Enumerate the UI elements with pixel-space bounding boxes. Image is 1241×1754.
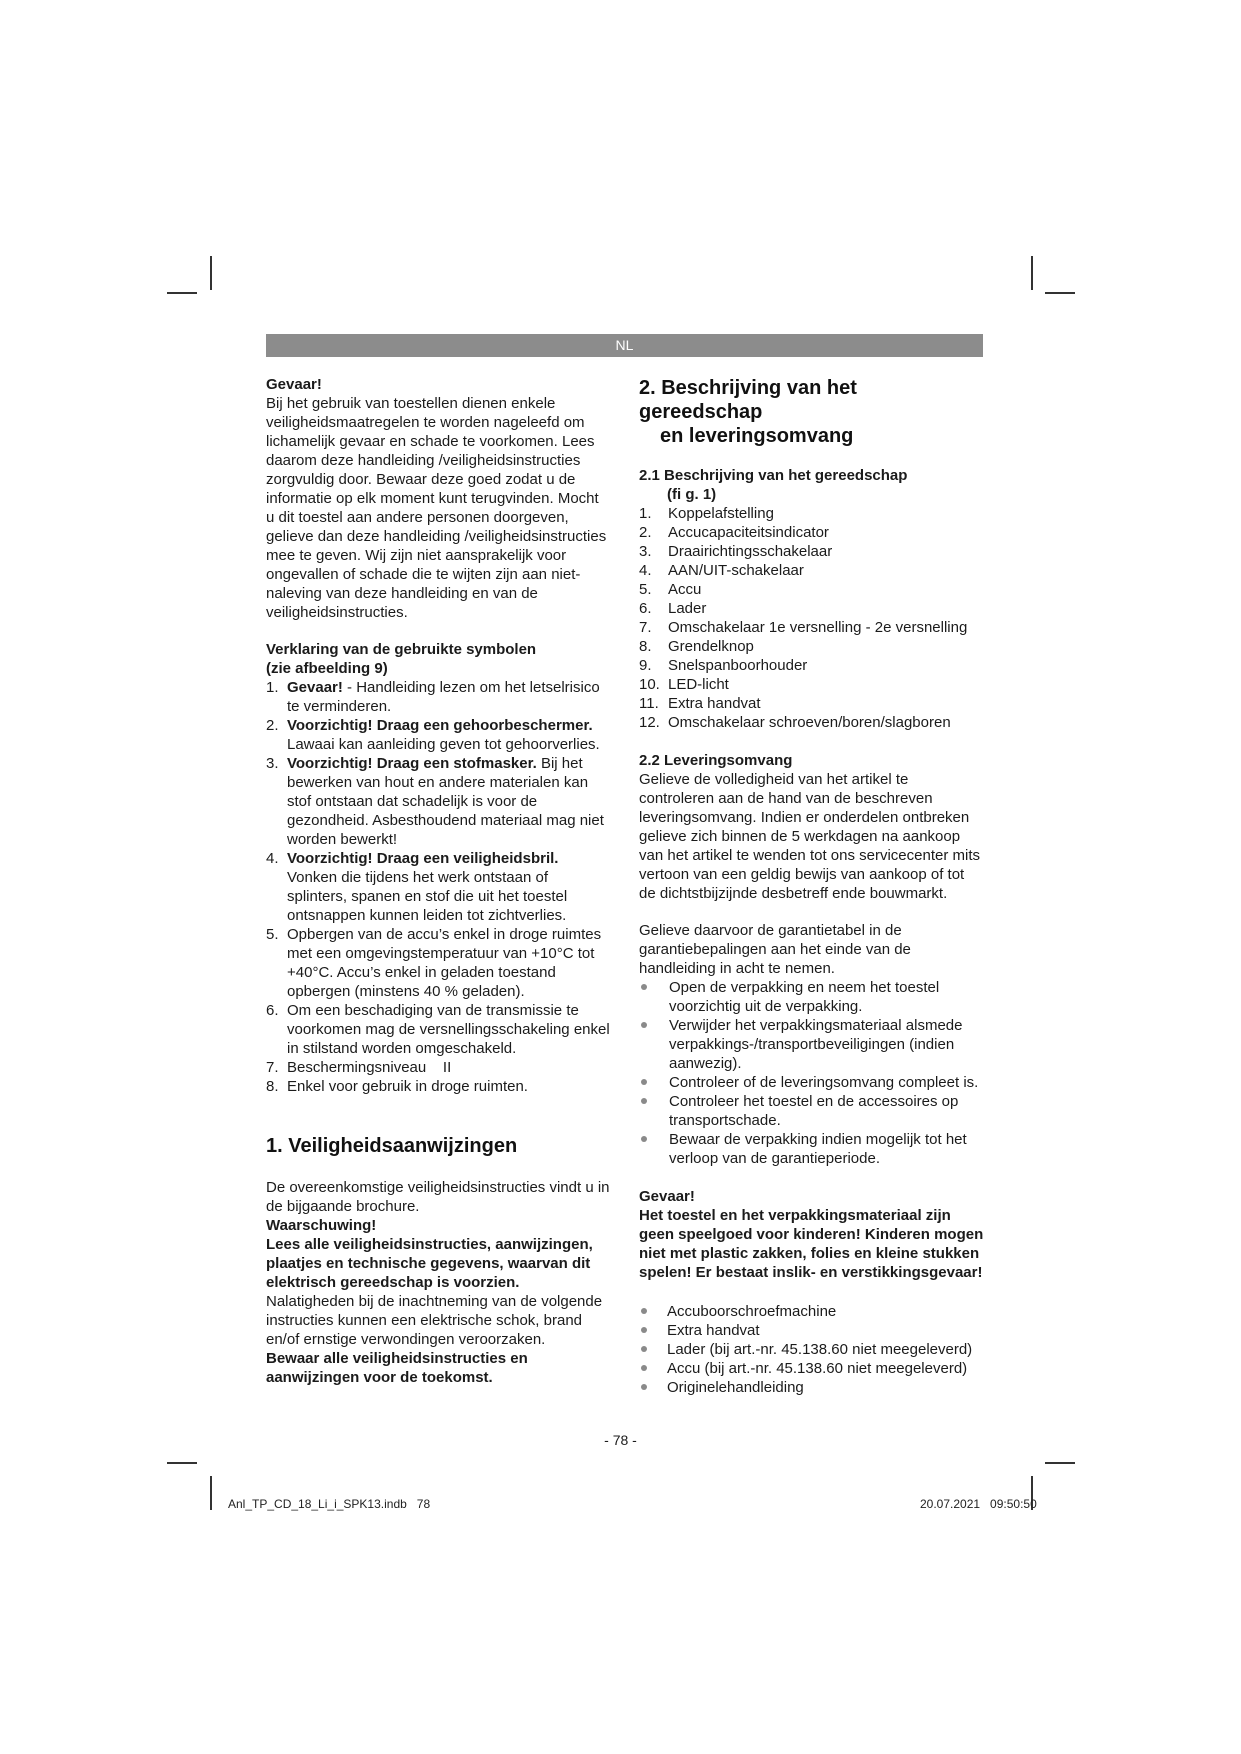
delivery-text: Gelieve de volledigheid van het artikel te controleren aan de hand van de beschreven leveringsomvang. Indien er onderdelen ontbreken gelieve zich binnen de 5 werkdagen na aankoop van het artikel te wenden tot ons servicecenter mits vertoon van een geldig bewijs van aankoop of tot de dichtstbijzijnde desbetreff ende bouwmarkt. bbox=[639, 771, 981, 902]
bullet-icon bbox=[641, 1079, 647, 1085]
bullet-icon bbox=[641, 1327, 647, 1333]
language-label: NL bbox=[615, 337, 634, 353]
list-item: Accu (bij art.-nr. 45.138.60 niet meegeleverd) bbox=[639, 1359, 984, 1378]
warning-text: Nalatigheden bij de inachtneming van de volgende instructies kunnen een elektrische schok, brand en/of ernstige verwondingen veroorzaken. bbox=[266, 1293, 603, 1348]
contents-list bbox=[639, 1302, 984, 1397]
section-title-description: 2. Beschrijving van het gereedschap bbox=[639, 377, 857, 423]
list-item: 12. Omschakelaar schroeven/boren/slagboren bbox=[639, 714, 951, 731]
bullet-icon bbox=[641, 1022, 647, 1028]
subsection-title-22: 2.2 Leveringsomvang bbox=[639, 752, 793, 769]
crop-mark bbox=[167, 292, 197, 294]
symbols-list bbox=[266, 678, 611, 1096]
section-title-description-line2: en leveringsomvang bbox=[660, 425, 854, 447]
bullet-icon bbox=[641, 1384, 647, 1390]
list-item: Open de verpakking en neem het toestel voorzichtig uit de verpakking. bbox=[639, 978, 984, 1016]
list-item: Lader (bij art.-nr. 45.138.60 niet meegeleverd) bbox=[639, 1340, 984, 1359]
crop-mark bbox=[1045, 1462, 1075, 1464]
footer-file: Anl_TP_CD_18_Li_i_SPK13.indb 78 bbox=[228, 1497, 431, 1511]
safety-intro: De overeenkomstige veiligheidsinstructies vindt u in de bijgaande brochure. bbox=[266, 1179, 610, 1215]
list-item: 6. Om een beschadiging van de transmissie te voorkomen mag de versnellingsschakeling enkel in stilstand worden omgeschakeld. bbox=[266, 1002, 610, 1057]
list-item: 6. Lader bbox=[639, 600, 707, 617]
symbols-title: Verklaring van de gebruikte symbolen bbox=[266, 641, 537, 658]
list-item: 11. Extra handvat bbox=[639, 695, 761, 712]
list-item: Bewaar de verpakking indien mogelijk tot het verloop van de garantieperiode. bbox=[639, 1130, 984, 1168]
list-item: 5. Opbergen van de accu’s enkel in droge ruimtes met een omgevingstemperatuur van +10°C tot +40°C. Accu’s enkel in geladen toestand opbergen (minstens 40 % geladen). bbox=[266, 926, 602, 1000]
bullet-icon bbox=[641, 1365, 647, 1371]
crop-mark bbox=[1031, 256, 1033, 290]
list-item: Accuboorschroefmachine bbox=[639, 1302, 984, 1321]
list-item: 5. Accu bbox=[639, 581, 702, 598]
danger-title-2: Gevaar! bbox=[639, 1188, 695, 1205]
subsection-title-21: 2.1 Beschrijving van het gereedschap bbox=[639, 467, 908, 484]
list-item: 3. Draairichtingsschakelaar bbox=[639, 543, 833, 560]
list-item: 2. Voorzichtig! Draag een gehoorbeschermer. Lawaai kan aanleiding geven tot gehoorverlies. bbox=[266, 717, 600, 753]
crop-mark bbox=[167, 1462, 197, 1464]
list-item: 4. Voorzichtig! Draag een veiligheidsbril. Vonken die tijdens het werk ontstaan of splinters, spanen en stof die uit het toestel ontsnappen kunnen leiden tot zichtverlies. bbox=[266, 850, 568, 924]
list-item: 10. LED-licht bbox=[639, 676, 729, 693]
delivery-text-2: Gelieve daarvoor de garantietabel in de garantiebepalingen aan het einde van de handleiding in acht te nemen. bbox=[639, 922, 911, 977]
list-item: 3. Voorzichtig! Draag een stofmasker. Bij het bewerken van hout en andere materialen kan stof ontstaan dat schadelijk is voor de gezondheid. Asbesthoudend materiaal mag niet worden bewerkt! bbox=[266, 755, 604, 848]
left-column bbox=[266, 375, 611, 1387]
list-item: 4. AAN/UIT-schakelaar bbox=[639, 562, 804, 579]
parts-list bbox=[639, 504, 984, 732]
list-item: 8. Enkel voor gebruik in droge ruimten. bbox=[266, 1078, 528, 1095]
list-item: Extra handvat bbox=[639, 1321, 984, 1340]
list-item: Controleer het toestel en de accessoires op transportschade. bbox=[639, 1092, 984, 1130]
list-item: 7. Omschakelaar 1e versnelling - 2e versnelling bbox=[639, 619, 968, 636]
bullet-icon bbox=[641, 1136, 647, 1142]
crop-mark bbox=[210, 256, 212, 290]
unpacking-steps bbox=[639, 978, 984, 1168]
list-item: Originelehandleiding bbox=[639, 1378, 984, 1397]
crop-mark bbox=[1045, 292, 1075, 294]
bullet-icon bbox=[641, 1346, 647, 1352]
list-item: Controleer of de leveringsomvang compleet is. bbox=[639, 1073, 984, 1092]
danger-text: Bij het gebruik van toestellen dienen enkele veiligheidsmaatregelen te worden nageleefd om lichamelijk gevaar en schade te voorkomen. Lees daarom deze handleiding /veiligheidsinstructies zorgvuldig door. Bewaar deze goed zodat u de informatie op elk moment kunt terugvinden. Mocht u dit toestel aan andere personen doorgeven, gelieve dan deze handleiding /veiligheidsinstructies mee te geven. Wij zijn niet aansprakelijk voor ongevallen of schade die te wijten zijn aan niet-naleving van deze handleiding en van de veiligheidsinstructies. bbox=[266, 395, 607, 621]
crop-mark bbox=[210, 1476, 212, 1510]
subsection-title-21-fig: (fi g. 1) bbox=[667, 486, 717, 503]
danger-title: Gevaar! bbox=[266, 376, 322, 393]
list-item: 2. Accucapaciteitsindicator bbox=[639, 524, 829, 541]
footer-timestamp: 20.07.2021 09:50:50 bbox=[920, 1497, 1037, 1511]
bullet-icon bbox=[641, 1098, 647, 1104]
list-item: 8. Grendelknop bbox=[639, 638, 754, 655]
symbols-subtitle: (zie afbeelding 9) bbox=[266, 660, 388, 677]
warning-keep-text: Bewaar alle veiligheidsinstructies en aanwijzingen voor de toekomst. bbox=[266, 1350, 528, 1386]
list-item: 1. Koppelafstelling bbox=[639, 505, 774, 522]
bullet-icon bbox=[641, 1308, 647, 1314]
list-item: 7. Beschermingsniveau II bbox=[266, 1059, 452, 1076]
section-title-safety: 1. Veiligheidsaanwijzingen bbox=[266, 1135, 518, 1157]
warning-bold-text: Lees alle veiligheidsinstructies, aanwijzingen, plaatjes en technische gegevens, waarvan dit elektrisch gereedschap is voorzien. bbox=[266, 1236, 593, 1291]
list-item: 9. Snelspanboorhouder bbox=[639, 657, 808, 674]
language-header-bar bbox=[266, 334, 983, 357]
right-column bbox=[639, 376, 984, 1397]
list-item: 1. Gevaar! - Handleiding lezen om het letselrisico te verminderen. bbox=[266, 679, 600, 715]
bullet-icon bbox=[641, 984, 647, 990]
list-item: Verwijder het verpakkingsmateriaal alsmede verpakkings-/transportbeveiligingen (indien aanwezig). bbox=[639, 1016, 984, 1073]
danger-text-2: Het toestel en het verpakkingsmateriaal zijn geen speelgoed voor kinderen! Kinderen mogen niet met plastic zakken, folies en kleine stukken spelen! Er bestaat inslik- en verstikkingsgevaar! bbox=[639, 1207, 984, 1281]
warning-title: Waarschuwing! bbox=[266, 1217, 377, 1234]
page-number: - 78 - bbox=[604, 1432, 637, 1448]
